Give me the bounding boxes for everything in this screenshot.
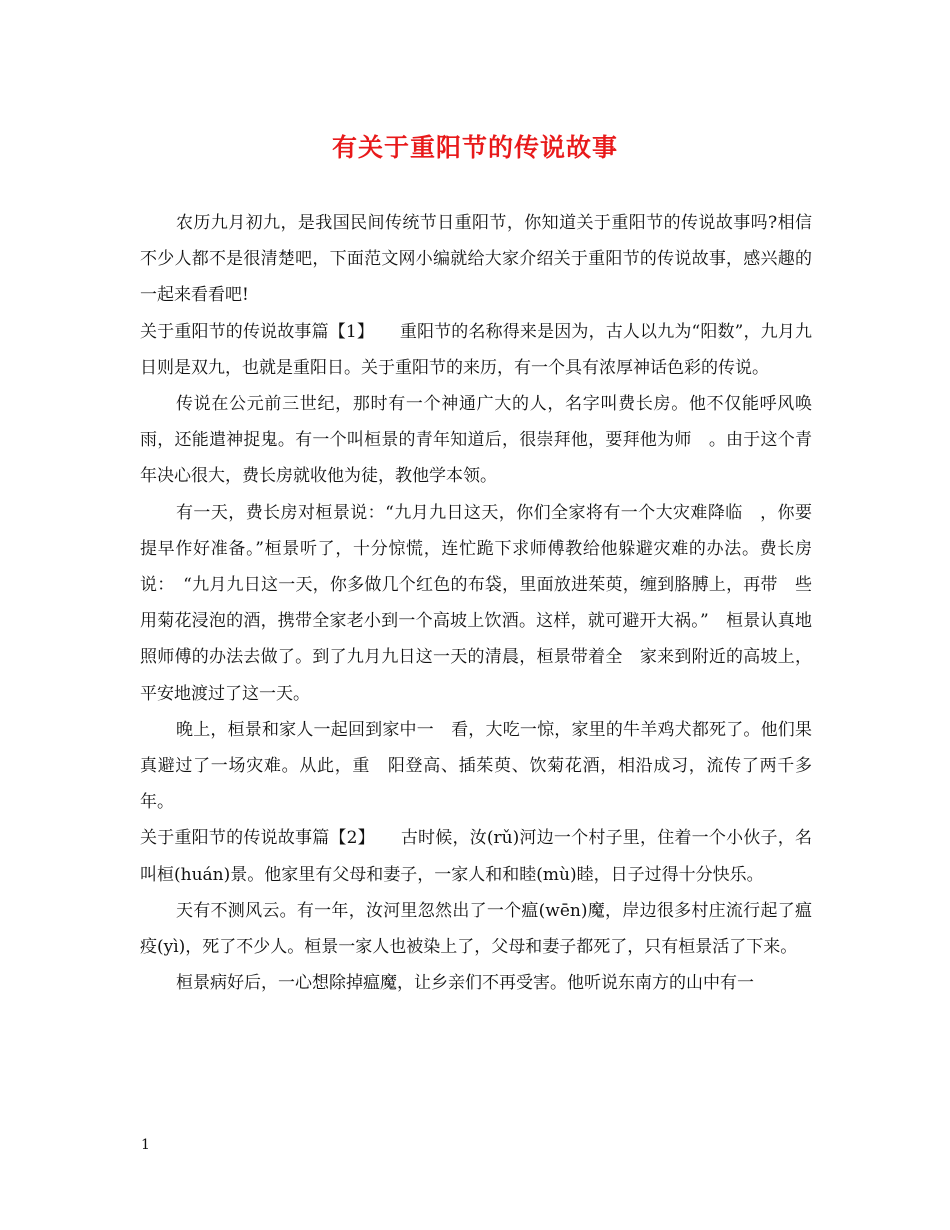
section-2-paragraph: 关于重阳节的传说故事篇【2】 古时候，汝(rǔ)河边一个村子里，住着一个小伙子，名叫桓(huán)景。他家里有父母和妻子，一家人和和睦(mù)睦，日子过得十分快乐。 <box>140 828 812 885</box>
page-number: 1 <box>141 1137 150 1153</box>
document-title: 有关于重阳节的传说故事 <box>331 133 618 162</box>
story-paragraph: 晚上，桓景和家人一起回到家中一 看，大吃一惊，家里的牛羊鸡犬都死了。他们果真避过了一场灾难。从此，重 阳登高、插茱萸、饮菊花酒，相沿成习，流传了两千多年。 <box>140 719 812 813</box>
document-body <box>140 205 812 1001</box>
story-paragraph: 天有不测风云。有一年，汝河里忽然出了一个瘟(wēn)魔，岸边很多村庄流行起了瘟疫(yì)，死了不少人。桓景一家人也被染上了，父母和妻子都死了，只有桓景活了下来。 <box>140 900 812 958</box>
story-paragraph: 传说在公元前三世纪，那时有一个神通广大的人，名字叫费长房。他不仅能呼风唤雨，还能遣神捉鬼。有一个叫桓景的青年知道后，很崇拜他，要拜他为师 。由于这个青年决心很大，费长房就收他为徒，教他学本领。 <box>140 394 812 487</box>
story-paragraph: 桓景病好后，一心想除掉瘟魔，让乡亲们不再受害。他听说东南方的山中有一 <box>176 973 754 994</box>
intro-paragraph: 农历九月初九，是我国民间传统节日重阳节，你知道关于重阳节的传说故事吗?相信不少人都不是很清楚吧，下面范文网小编就给大家介绍关于重阳节的传说故事，感兴趣的一起来看看吧! <box>140 213 812 306</box>
section-1-paragraph: 关于重阳节的传说故事篇【1】 重阳节的名称得来是因为，古人以九为“阳数”，九月九日则是双九，也就是重阳日。关于重阳节的来历，有一个具有浓厚神话色彩的传说。 <box>140 321 812 378</box>
story-paragraph: 有一天，费长房对桓景说：“九月九日这天，你们全家将有一个大灾难降临 ，你要提早作好准备。”桓景听了，十分惊慌，连忙跪下求师傅教给他躲避灾难的办法。费长房说： “九月九日这一天，你多做几个红色的布袋，里面放进茱萸，缠到胳膊上，再带 些用菊花浸泡的酒，携带全家老小到一个高坡上饮酒。这样，就可避开大祸。” 桓景认真地照师傅的办法去做了。到了九月九日这一天的清晨，桓景带着全 家来到附近的高坡上，平安地渡过了这一天。 <box>140 502 812 704</box>
